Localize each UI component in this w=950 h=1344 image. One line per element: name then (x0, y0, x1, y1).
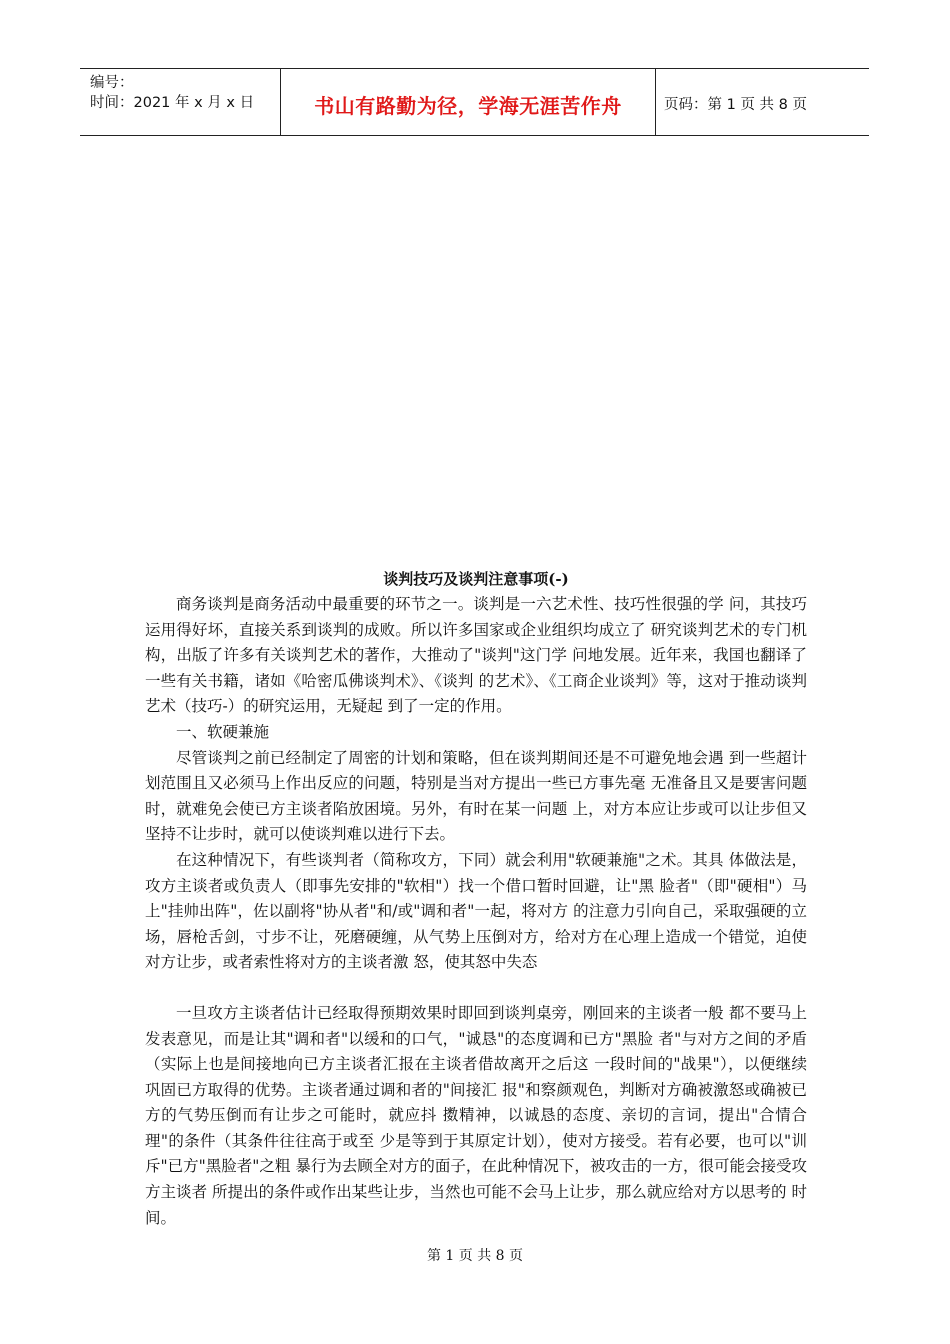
header-meta (80, 69, 281, 135)
paragraph-intro: 商务谈判是商务活动中最重要的环节之一。谈判是一六艺术性、技巧性很强的学 问，其技巧运用得好坏，直接关系到谈判的成败。所以许多国家或企业组织均成立了 研究谈判艺术的专门机构，出版了许多有关谈判艺术的著作，大推动了"谈判"这门学 问地发展。近年来，我国也翻译了一些有关书籍，诸如《哈密瓜佛谈判术》、《谈判 的艺术》、《工商企业谈判》等，这对于推动谈判艺术（技巧-）的研究运用，无疑起 到了一定的作用。 (145, 595, 807, 716)
header-motto: 书山有路勤为径，学海无涯苦作舟 (281, 69, 656, 135)
document-time-label: 时间：2021 年 x 月 x 日 (90, 95, 255, 111)
paragraph-gap (145, 976, 807, 1001)
header-page-code: 页码：第 1 页 共 8 页 (664, 96, 807, 113)
section-heading: 一、软硬兼施 (176, 722, 270, 741)
document-body (145, 566, 807, 1231)
document-number-label: 编号： (90, 75, 134, 91)
paragraph: 在这种情况下，有些谈判者（简称攻方，下同）就会利用"软硬兼施"之术。其具 体做法是，攻方主谈者或负责人（即事先安排的"软相"）找一个借口暂时回避，让"黑 脸者"（即"硬相"）马上"挂帅出阵"，佐以副将"协从者"和/或"调和者"一起，将对方 的注意力引向自己，采取强硬的立场，唇枪舌剑，寸步不让，死磨硬缠，从气势上压倒对方，给对方在心理上造成一个错觉，迫使对方让步，或者索性将对方的主谈者激 怒，使其怒中失态 (145, 850, 807, 972)
document-header (80, 68, 869, 136)
document-title: 谈判技巧及谈判注意事项(-) (383, 570, 569, 588)
page-footer: 第 1 页 共 8 页 (426, 1248, 524, 1264)
paragraph: 一旦攻方主谈者估计已经取得预期效果时即回到谈判桌旁，刚回来的主谈者一般 都不要马上发表意见，而是让其"调和者"以缓和的口气，"诚恳"的态度调和已方"黑脸 者"与对方之间的矛盾（实际上也是间接地向已方主谈者汇报在主谈者借故离开之后这 一段时间的"战果"），以便继续巩固已方取得的优势。主谈者通过调和者的"间接汇 报"和察颜观色，判断对方确被激怒或确被已方的气势压倒而有让步之可能时，就应抖 擞精神，以诚恳的态度、亲切的言词，提出"合情合理"的条件（其条件往往高于或至 少是等到于其原定计划），使对方接受。若有必要，也可以"训斥"已方"黑脸者"之粗 暴行为去顾全对方的面子，在此种情况下，被攻击的一方，很可能会接受攻方主谈者 所提出的条件或作出某些让步，当然也可能不会马上让步，那么就应给对方以思考的 时间。 (145, 1003, 807, 1227)
paragraph: 尽管谈判之前已经制定了周密的计划和策略，但在谈判期间还是不可避免地会遇 到一些超计划范围且又必须马上作出反应的问题，特别是当对方提出一些已方事先毫 无准备且又是要害问题时，就难免会使已方主谈者陷放困境。另外，有时在某一问题 上，对方本应让步或可以让步但又坚持不让步时，就可以使谈判难以进行下去。 (145, 748, 807, 844)
